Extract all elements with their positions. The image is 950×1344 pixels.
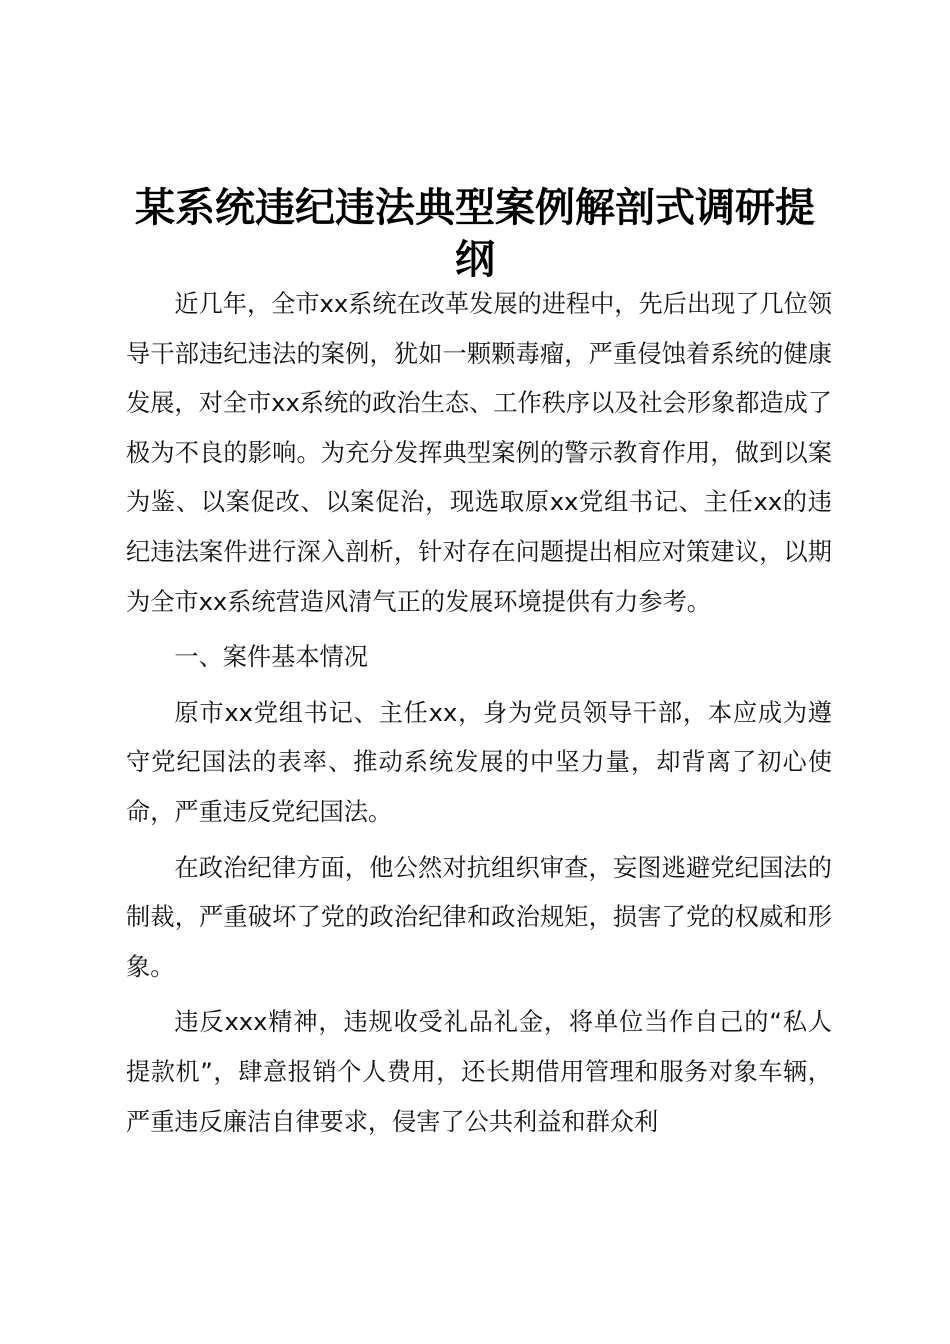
- document-body: [126, 280, 832, 1147]
- document-title: 某系统违纪违法典型案例解剖式调研提纲: [135, 184, 815, 283]
- political-discipline-paragraph: 在政治纪律方面，他公然对抗组织审查，妄图逃避党纪国法的制裁，严重破坏了党的政治纪律和政治规矩，损害了党的权威和形象。: [126, 853, 832, 981]
- case-summary-paragraph: 原市xx党组书记、主任xx，身为党员领导干部，本应成为遵守党纪国法的表率、推动系统发展的中坚力量，却背离了初心使命，严重违反党纪国法。: [126, 698, 832, 826]
- intro-paragraph: 近几年，全市xx系统在改革发展的进程中，先后出现了几位领导干部违纪违法的案例，犹如一颗颗毒瘤，严重侵蚀着系统的健康发展，对全市xx系统的政治生态、工作秩序以及社会形象都造成了极为不良的影响。为充分发挥典型案例的警示教育作用，做到以案为鉴、以案促改、以案促治，现选取原xx党组书记、主任xx的违纪违法案件进行深入剖析，针对存在问题提出相应对策建议，以期为全市xx系统营造风清气正的发展环境提供有力参考。: [126, 290, 832, 616]
- section-heading: 一、案件基本情况: [174, 643, 368, 672]
- integrity-violation-paragraph: 违反xxx精神，违规收受礼品礼金，将单位当作自己的“私人提款机”，肆意报销个人费用，还长期借用管理和服务对象车辆，严重违反廉洁自律要求，侵害了公共利益和群众利: [126, 1008, 832, 1136]
